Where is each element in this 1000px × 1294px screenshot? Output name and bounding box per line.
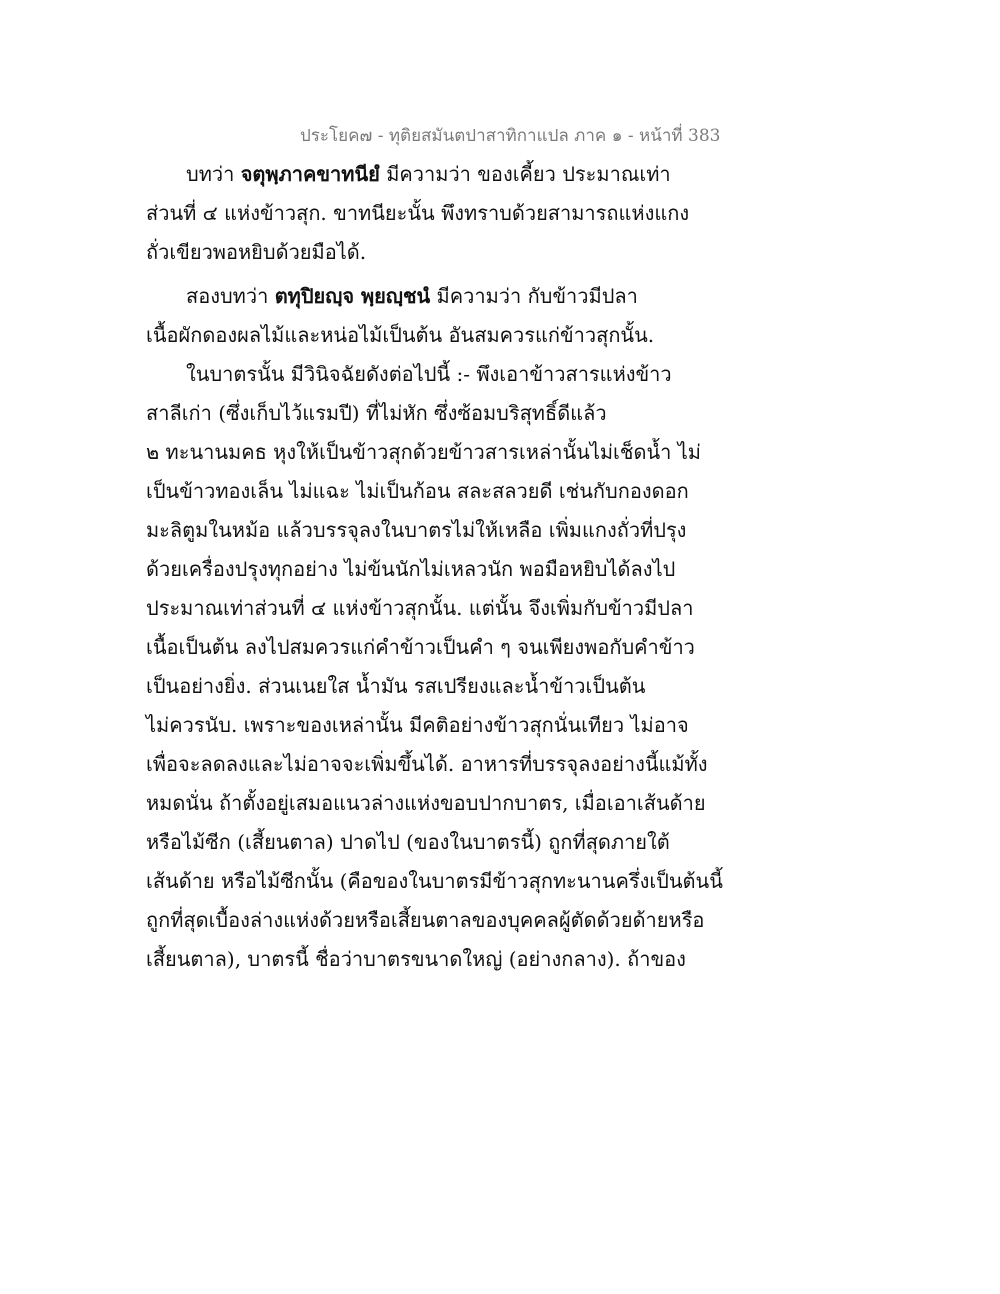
text-run: มีความว่า กับข้าวมีปลา <box>430 284 638 308</box>
text-run: สองบทว่า <box>186 284 275 308</box>
text-line-13: เนื้อเป็นต้น ลงไปสมควรแก่คำข้าวเป็นคำ ๆ จนเพียงพอกับคำข้าว <box>146 635 695 659</box>
text-line-7: สาลีเก่า (ซึ่งเก็บไว้แรมปี) ที่ไม่หัก ซึ่งซ้อมบริสุทธิ์ดีแล้ว <box>146 401 607 425</box>
text-line-18: หรือไม้ซีก (เสี้ยนตาล) ปาดไป (ของในบาตรนี้) ถูกที่สุดภายใต้ <box>146 830 670 854</box>
text-run: มีความว่า ของเคี้ยว ประมาณเท่า <box>379 162 671 186</box>
text-line-8: ๒ ทะนานมคธ หุงให้เป็นข้าวสุกด้วยข้าวสารเหล่านั้นไม่เช็ดน้ำ ไม่ <box>146 440 701 464</box>
text-line-3: ถั่วเขียวพอหยิบด้วยมือได้. <box>146 240 367 264</box>
text-line-12: ประมาณเท่าส่วนที่ ๔ แห่งข้าวสุกนั้น. แต่นั้น จึงเพิ่มกับข้าวมีปลา <box>146 596 694 620</box>
pali-term: จตุพฺภาคขาทนียํ <box>240 162 380 186</box>
text-line-20: ถูกที่สุดเบื้องล่างแห่งด้วยหรือเสี้ยนตาลของบุคคลผู้ตัดด้วยด้ายหรือ <box>146 908 705 932</box>
running-head: ประโยค๗ - ทุติยสมันตปาสาทิกาแปล ภาค ๑ - หน้าที่ 383 <box>300 126 721 146</box>
text-line-15: ไม่ควรนับ. เพราะของเหล่านั้น มีคติอย่างข้าวสุกนั่นเทียว ไม่อาจ <box>146 713 689 737</box>
text-line-19: เส้นด้าย หรือไม้ซีกนั้น (คือของในบาตรมีข้าวสุกทะนานครึ่งเป็นต้นนี้ <box>146 869 723 893</box>
text-line-21: เสี้ยนตาล), บาตรนี้ ชื่อว่าบาตรขนาดใหญ่ (อย่างกลาง). ถ้าของ <box>146 947 686 971</box>
text-line-2: ส่วนที่ ๔ แห่งข้าวสุก. ขาทนียะนั้น พึงทราบด้วยสามารถแห่งแกง <box>146 201 690 225</box>
text-line-9: เป็นข้าวทองเล็น ไม่แฉะ ไม่เป็นก้อน สละสลวยดี เช่นกับกองดอก <box>146 479 689 503</box>
pali-term: ตทุปิยญฺจ พฺยญฺชนํ <box>274 284 431 308</box>
text-line-10: มะลิตูมในหม้อ แล้วบรรจุลงในบาตรไม่ให้เหลือ เพิ่มแกงถั่วที่ปรุง <box>146 518 687 542</box>
text-run: บทว่า <box>186 162 241 186</box>
text-line-6: ในบาตรนั้น มีวินิจฉัยดังต่อไปนี้ :- พึงเอาข้าวสารแห่งข้าว <box>186 362 672 386</box>
text-line-11: ด้วยเครื่องปรุงทุกอย่าง ไม่ข้นนักไม่เหลวนัก พอมือหยิบได้ลงไป <box>146 557 676 581</box>
text-line-4 <box>186 282 638 310</box>
text-line-14: เป็นอย่างยิ่ง. ส่วนเนยใส น้ำมัน รสเปรียงและน้ำข้าวเป็นต้น <box>146 674 646 698</box>
text-line-5: เนื้อผักดองผลไม้และหน่อไม้เป็นต้น อันสมควรแก่ข้าวสุกนั้น. <box>146 323 655 347</box>
text-line-1 <box>186 160 671 188</box>
text-line-17: หมดนั่น ถ้าตั้งอยู่เสมอแนวล่างแห่งขอบปากบาตร, เมื่อเอาเส้นด้าย <box>146 791 706 815</box>
text-line-16: เพื่อจะลดลงและไม่อาจจะเพิ่มขึ้นได้. อาหารที่บรรจุลงอย่างนี้แม้ทั้ง <box>146 752 708 776</box>
